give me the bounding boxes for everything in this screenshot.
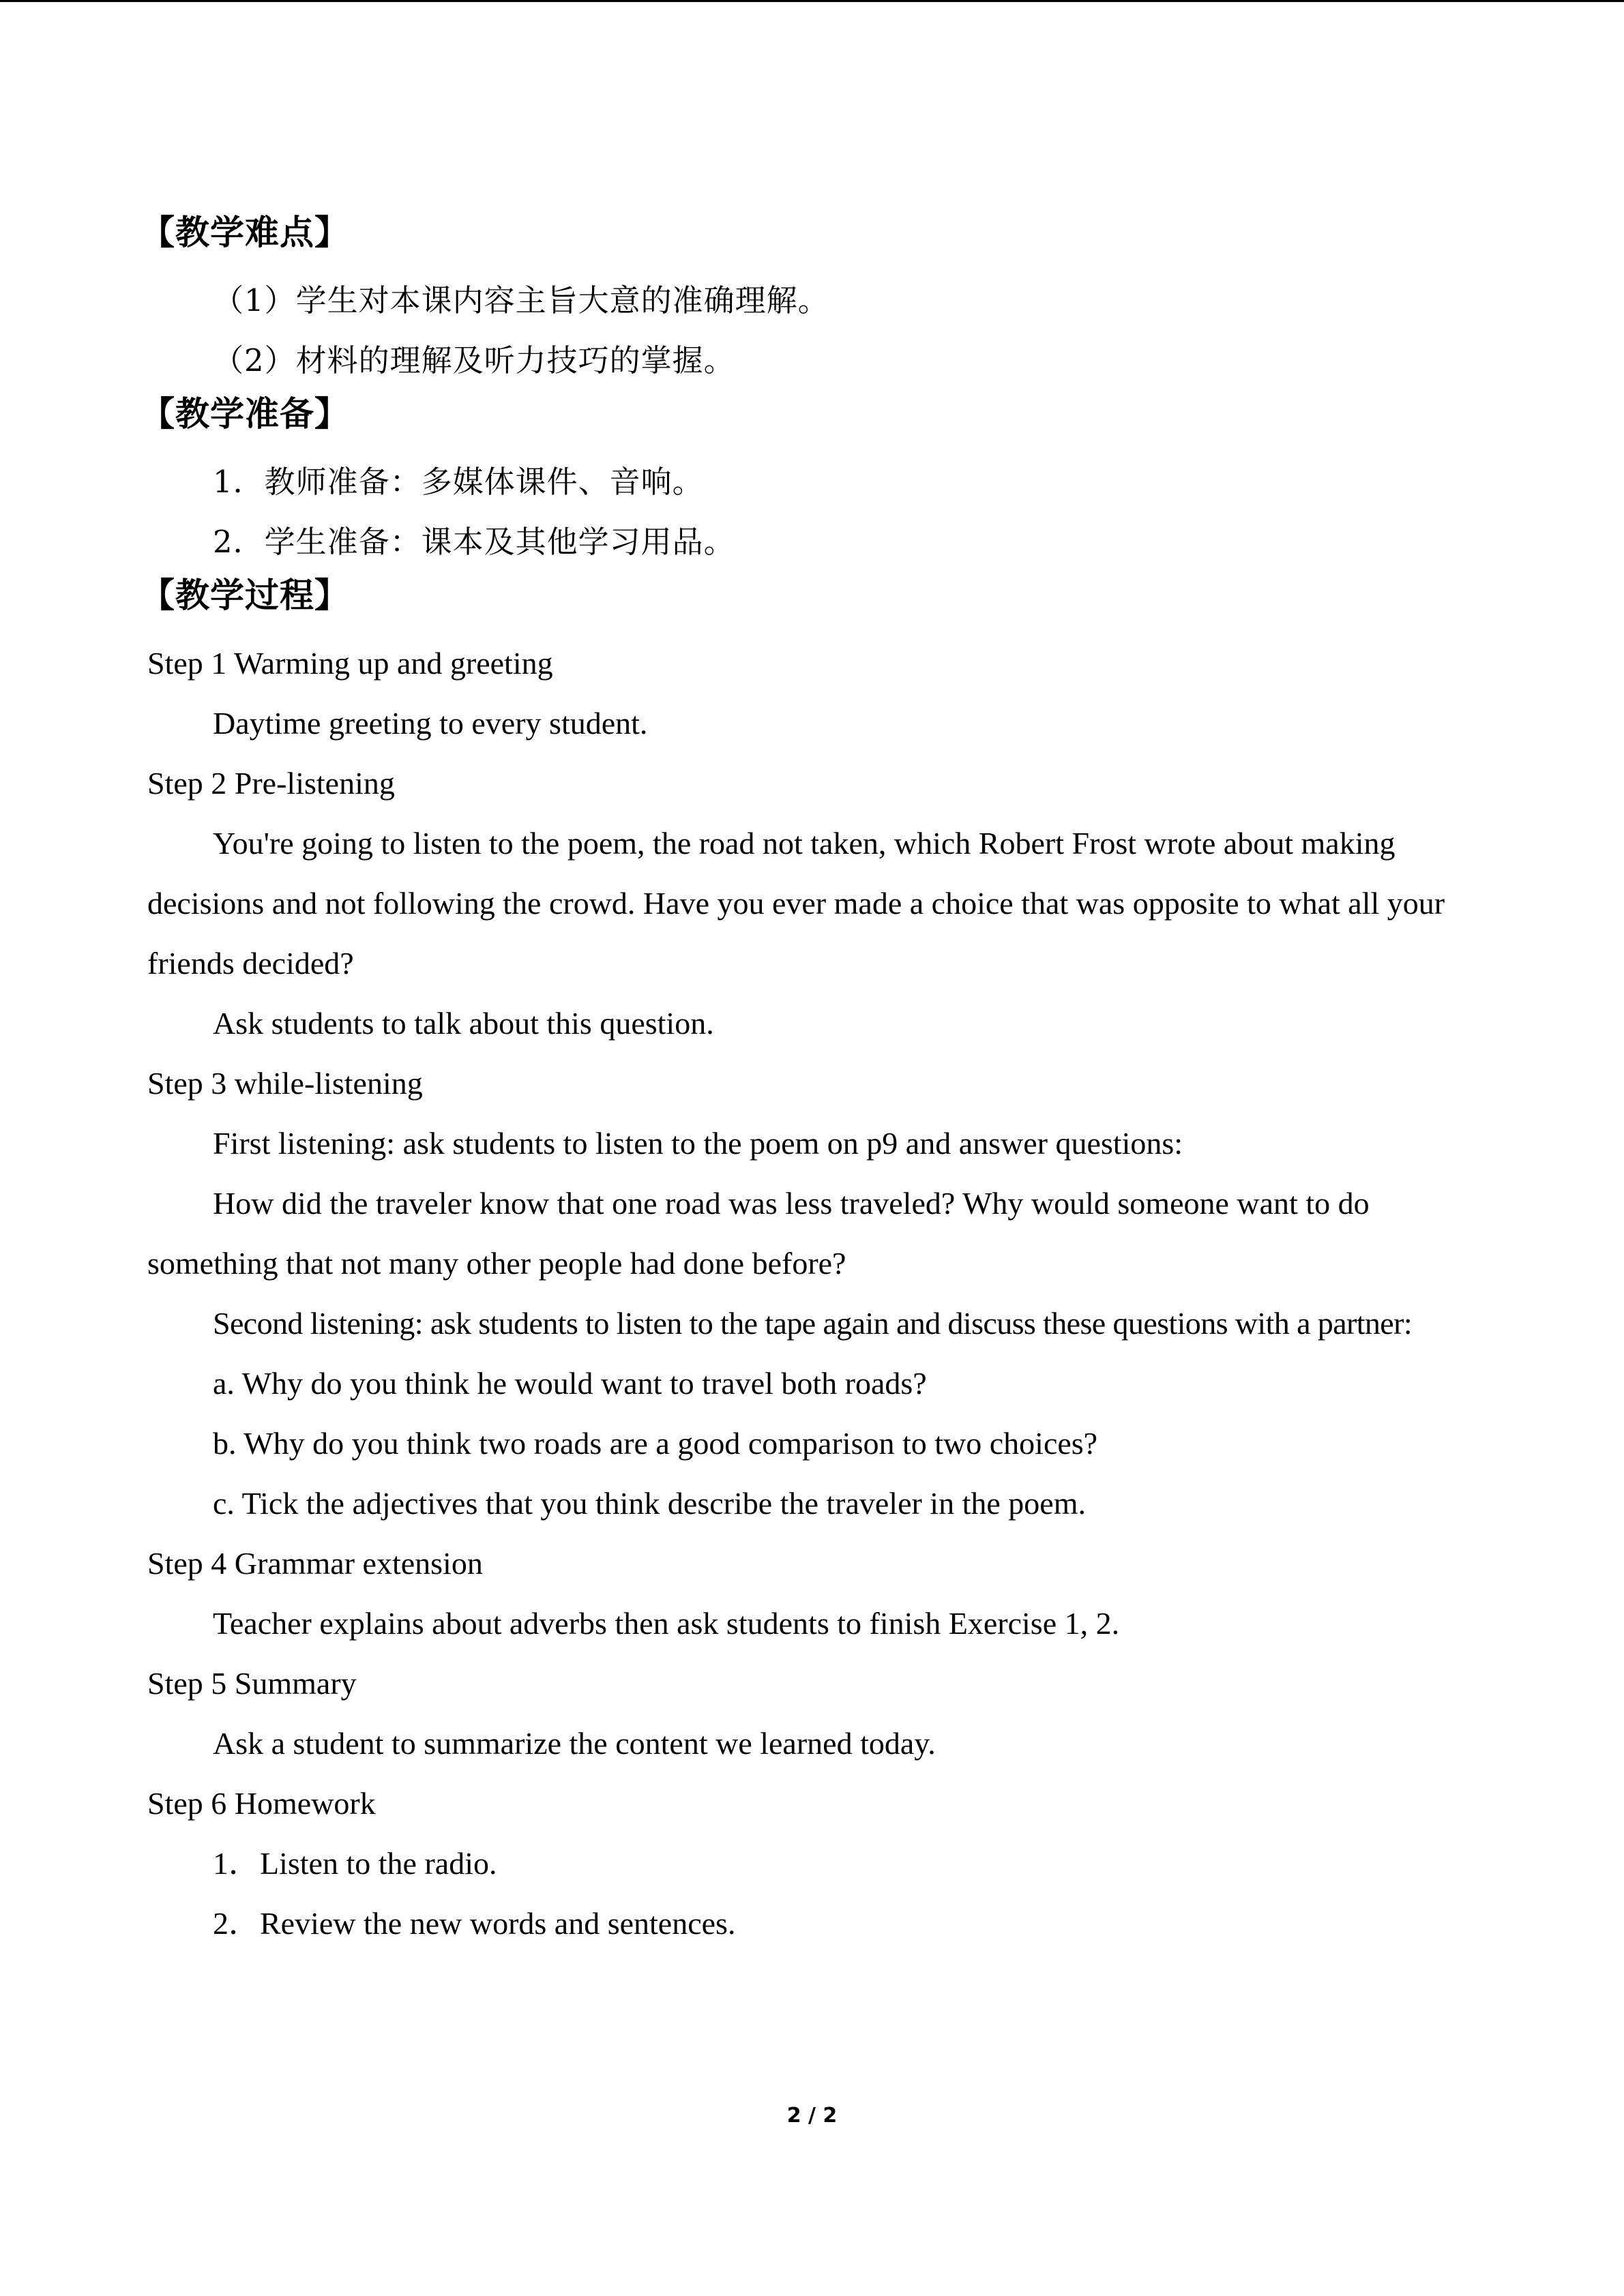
document-body: [141, 212, 1484, 1954]
step-1-title: Step 1 Warming up and greeting: [147, 646, 553, 681]
step-5-title: Step 5 Summary: [147, 1666, 357, 1701]
homework-item-2: 2．Review the new words and sentences.: [213, 1906, 736, 1941]
difficulty-item-2: （2）材料的理解及听力技巧的掌握。: [213, 342, 735, 378]
preparation-item-1: 1．教师准备：多媒体课件、音响。: [213, 464, 704, 500]
step-3-title: Step 3 while-listening: [147, 1066, 423, 1101]
step-4-title: Step 4 Grammar extension: [147, 1546, 483, 1581]
step-6-title: Step 6 Homework: [147, 1786, 376, 1821]
step-3-question-c: c. Tick the adjectives that you think describe the traveler in the poem.: [213, 1486, 1086, 1521]
step-3-second-listening: Second listening: ask students to listen to the tape again and discuss these questions with a partner:: [213, 1306, 1413, 1341]
heading-teaching-process: 【教学过程】: [141, 575, 349, 615]
step-2-text: Ask students to talk about this question.: [213, 1006, 714, 1041]
step-3-first-listening: First listening: ask students to listen to the poem on p9 and answer questions:: [213, 1126, 1183, 1161]
difficulty-item-1: （1）学生对本课内容主旨大意的准确理解。: [213, 282, 829, 318]
step-2-title: Step 2 Pre-listening: [147, 766, 395, 801]
step-2-paragraph: You're going to listen to the poem, the road not taken, which Robert Frost wrote about making decisions and not following the crowd. Have you ever made a choice that was opposite to what all your friends decided?: [147, 826, 1445, 981]
page-number: 2 / 2: [786, 2104, 838, 2128]
step-4-text: Teacher explains about adverbs then ask students to finish Exercise 1, 2.: [213, 1606, 1120, 1641]
step-1-text: Daytime greeting to every student.: [213, 706, 648, 741]
step-5-text: Ask a student to summarize the content we learned today.: [213, 1726, 936, 1761]
step-3-questions: How did the traveler know that one road was less traveled? Why would someone want to do something that not many other people had done before?: [147, 1186, 1370, 1281]
heading-teaching-difficulties: 【教学难点】: [141, 212, 349, 252]
homework-item-1: 1．Listen to the radio.: [213, 1846, 497, 1881]
heading-teaching-preparation: 【教学准备】: [141, 393, 349, 434]
step-3-question-a: a. Why do you think he would want to travel both roads?: [213, 1366, 927, 1401]
step-3-question-b: b. Why do you think two roads are a good comparison to two choices?: [213, 1426, 1098, 1461]
preparation-item-2: 2．学生准备：课本及其他学习用品。: [213, 524, 735, 560]
